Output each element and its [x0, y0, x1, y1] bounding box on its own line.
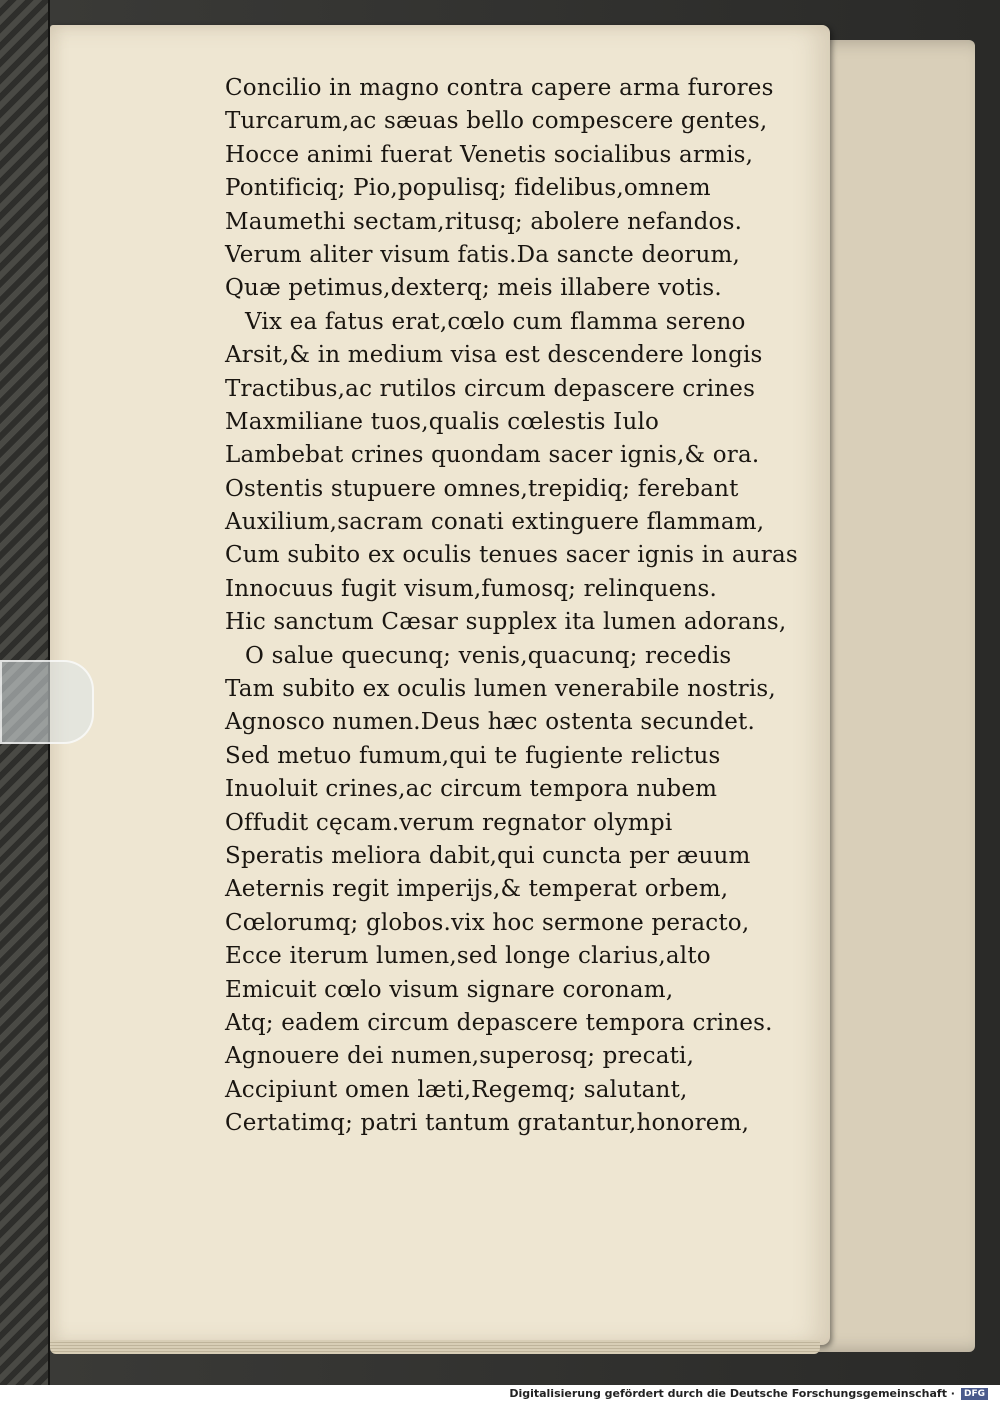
verse-line: Maxmiliane tuos,qualis cœlestis Iulo [225, 408, 660, 435]
verse-line: Turcarum,ac sæuas bello compescere gentes, [225, 108, 768, 135]
verse-line: Atq; eadem circum depascere tempora crines. [225, 1009, 773, 1036]
verse-line: Verum aliter visum fatis.Da sancte deorum, [225, 241, 740, 268]
verse-line: Inuoluit crines,ac circum tempora nubem [225, 776, 718, 803]
verse-line: Offudit cęcam.verum regnator olympi [225, 809, 673, 836]
verse-line: Sed metuo fumum,qui te fugiente relictus [225, 742, 721, 769]
verse-line: Pontificiq; Pio,populisq; fidelibus,omnem [225, 175, 711, 202]
verse-line: Quæ petimus,dexterq; meis illabere votis. [225, 275, 722, 302]
dfg-logo: DFG [961, 1388, 988, 1400]
verse-line: Speratis meliora dabit,qui cuncta per æuum [225, 842, 751, 869]
verse-line: Auxilium,sacram conati extinguere flammam, [225, 509, 765, 536]
verse-line: Tam subito ex oculis lumen venerabile nostris, [225, 676, 776, 703]
verse-line: Vix ea fatus erat,cœlo cum flamma sereno [245, 308, 746, 335]
verse-line: Ecce iterum lumen,sed longe clarius,alto [225, 943, 711, 970]
credit-text: Digitalisierung gefördert durch die Deutsche Forschungsgemeinschaft · [509, 1387, 955, 1400]
verse-line: Lambebat crines quondam sacer ignis,& ora. [225, 442, 760, 469]
verse-line: Arsit,& in medium visa est descendere longis [225, 342, 763, 369]
verse-text [225, 72, 825, 1141]
verse-line: Concilio in magno contra capere arma furores [225, 75, 774, 101]
footer-bar [0, 1385, 1000, 1405]
verse-line: Cum subito ex oculis tenues sacer ignis in auras [225, 542, 798, 569]
verse-line: Hocce animi fuerat Venetis socialibus armis, [225, 141, 754, 168]
verse-line: Cœlorumq; globos.vix hoc sermone peracto, [225, 909, 750, 936]
verse-line: Certatimq; patri tantum gratantur,honorem, [225, 1110, 750, 1137]
verse-line: Aeternis regit imperijs,& temperat orbem, [225, 876, 729, 903]
verse-line: Emicuit cœlo visum signare coronam, [225, 976, 674, 1003]
verse-line: Agnosco numen.Deus hæc ostenta secundet. [225, 709, 756, 736]
page-clip [0, 660, 94, 744]
verse-line: Accipiunt omen læti,Regemq; salutant, [225, 1076, 688, 1103]
page-edges [50, 1340, 820, 1354]
verse-line: Innocuus fugit visum,fumosq; relinquens. [225, 575, 717, 602]
verse-line: Ostentis stupuere omnes,trepidiq; ferebant [225, 475, 739, 502]
verse-line: O salue quecunq; venis,quacunq; recedis [245, 642, 732, 669]
verse-line: Agnouere dei numen,superosq; precati, [225, 1043, 695, 1070]
verse-line: Tractibus,ac rutilos circum depascere crines [225, 375, 756, 402]
verse-line: Maumethi sectam,ritusq; abolere nefandos. [225, 208, 743, 235]
verse-line: Hic sanctum Cæsar supplex ita lumen adorans, [225, 609, 787, 636]
funding-credit [509, 1387, 988, 1400]
